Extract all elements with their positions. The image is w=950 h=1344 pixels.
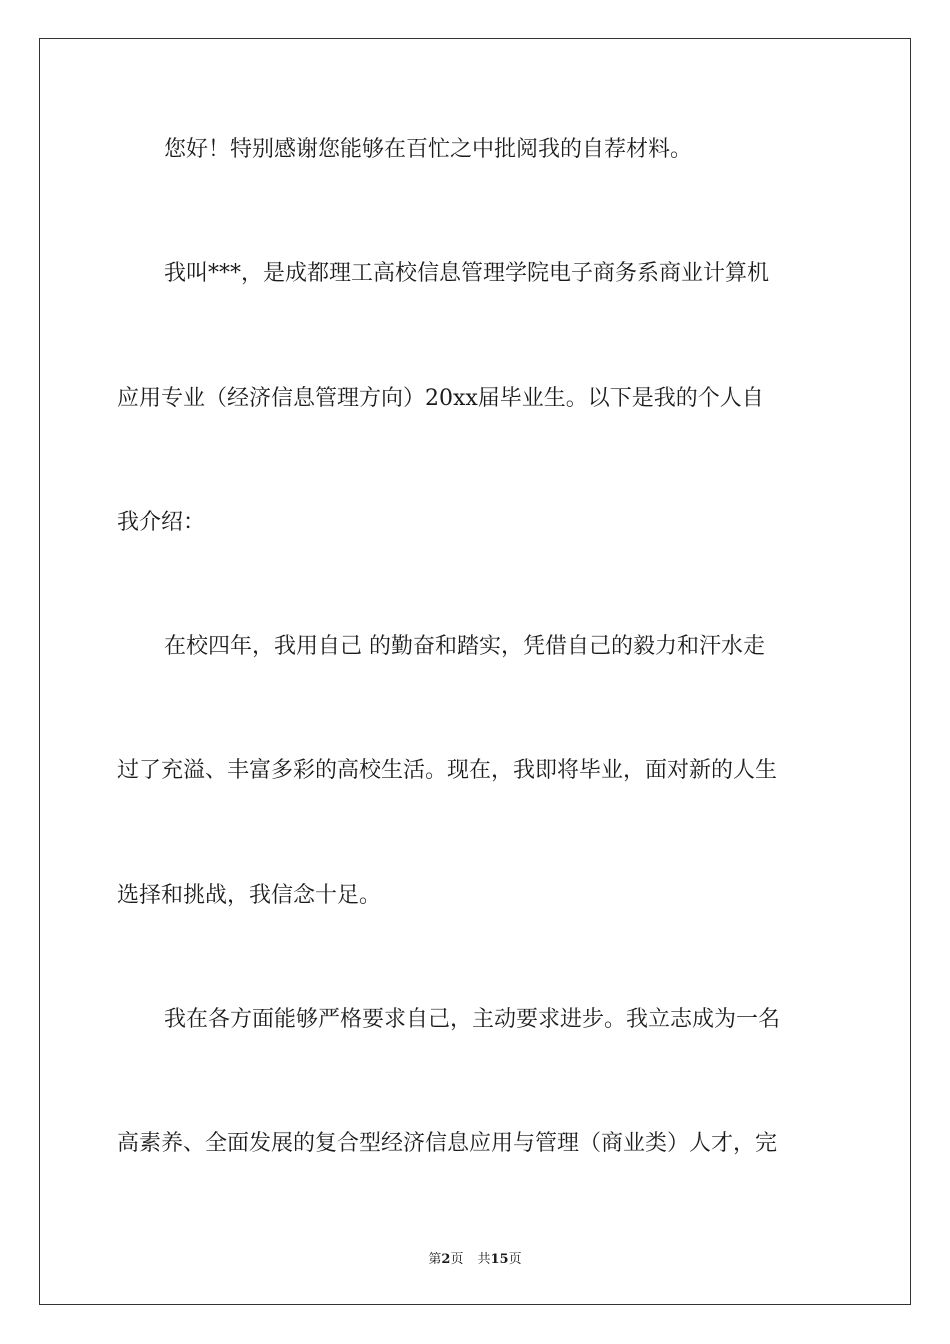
page-number: 2 <box>441 1252 451 1267</box>
total-suffix: 页 <box>508 1252 522 1267</box>
text-line: 我介绍： <box>117 510 206 535</box>
text-line: 在校四年，我用自己 的勤奋和踏实，凭借自己的毅力和汗水走 <box>164 634 765 659</box>
page-prefix: 第 <box>428 1252 442 1267</box>
text-line: 过了充溢、丰富多彩的高校生活。现在，我即将毕业，面对新的人生 <box>117 758 778 783</box>
text-line: 应用专业（经济信息管理方向）20xx届毕业生。以下是我的个人自 <box>117 386 764 411</box>
text-line: 高素养、全面发展的复合型经济信息应用与管理（商业类）人才，完 <box>117 1131 778 1156</box>
page-footer <box>0 1248 950 1267</box>
text-line: 选择和挑战，我信念十足。 <box>117 883 382 908</box>
text-line: 您好！特别感谢您能够在百忙之中批阅我的自荐材料。 <box>164 137 693 162</box>
text-line: 我在各方面能够严格要求自己，主动要求进步。我立志成为一名 <box>164 1007 781 1032</box>
page-border <box>39 38 911 1305</box>
total-prefix: 共 <box>477 1252 491 1267</box>
text-line: 我叫***，是成都理工高校信息管理学院电子商务系商业计算机 <box>164 261 770 286</box>
total-pages: 15 <box>490 1252 509 1267</box>
page-suffix: 页 <box>450 1252 464 1267</box>
